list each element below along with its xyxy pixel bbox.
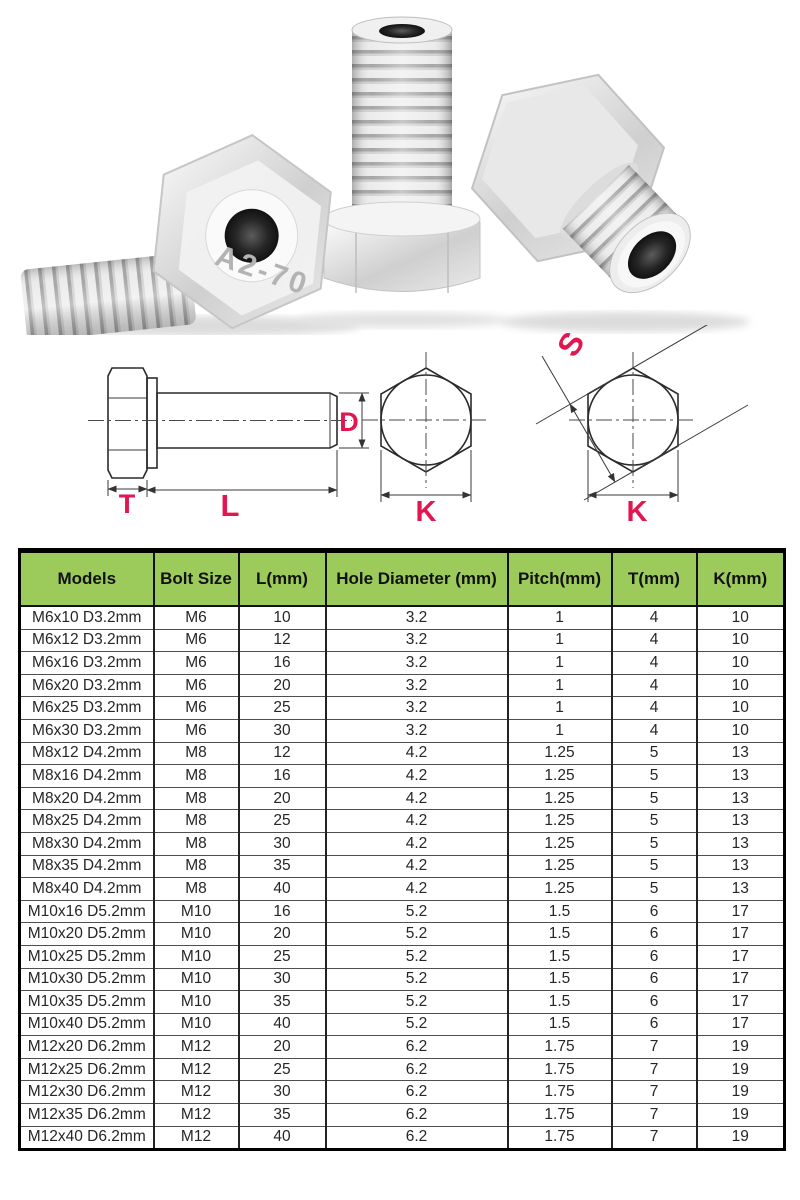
cell: 5.2 [326, 991, 508, 1014]
table-row [20, 855, 785, 878]
cell: 7 [612, 1058, 697, 1081]
cell: 13 [697, 878, 785, 901]
cell: 5 [612, 855, 697, 878]
column-header-6: K(mm) [697, 551, 785, 607]
table-row [20, 1058, 785, 1081]
cell: M12x35 D6.2mm [20, 1104, 154, 1127]
cell: 10 [697, 606, 785, 629]
cell: M6 [154, 697, 239, 720]
hex-head-tilted-view [536, 325, 748, 528]
cell: 1.5 [508, 991, 612, 1014]
cell: 6.2 [326, 1104, 508, 1127]
cell: 20 [239, 1036, 326, 1059]
cell: M8 [154, 765, 239, 788]
cell: 4 [612, 697, 697, 720]
cell: 1.75 [508, 1104, 612, 1127]
cell: 7 [612, 1104, 697, 1127]
cell: 4.2 [326, 742, 508, 765]
cell: 17 [697, 900, 785, 923]
cell: 1.25 [508, 742, 612, 765]
cell: 16 [239, 652, 326, 675]
cell: 5 [612, 810, 697, 833]
cell: 4.2 [326, 765, 508, 788]
cell: 6.2 [326, 1126, 508, 1150]
cell: 10 [239, 606, 326, 629]
cell: 5 [612, 787, 697, 810]
cell: M8x16 D4.2mm [20, 765, 154, 788]
table-row [20, 1013, 785, 1036]
table-row [20, 878, 785, 901]
cell: 25 [239, 945, 326, 968]
cell: M6 [154, 719, 239, 742]
cell: 1.5 [508, 945, 612, 968]
cell: 5 [612, 742, 697, 765]
cell: 17 [697, 923, 785, 946]
cell: 4 [612, 652, 697, 675]
spec-table [18, 548, 786, 1151]
cell: 6 [612, 1013, 697, 1036]
cell: M12x20 D6.2mm [20, 1036, 154, 1059]
cell: 1.5 [508, 968, 612, 991]
bolts-product-photo [0, 0, 800, 335]
cell: 5 [612, 878, 697, 901]
cell: M10x35 D5.2mm [20, 991, 154, 1014]
cell: 1.5 [508, 1013, 612, 1036]
cell: 17 [697, 968, 785, 991]
cell: M8 [154, 742, 239, 765]
table-row [20, 742, 785, 765]
cell: 7 [612, 1081, 697, 1104]
header-row [20, 551, 785, 607]
cell: M10x25 D5.2mm [20, 945, 154, 968]
table-row [20, 787, 785, 810]
cell: M6x25 D3.2mm [20, 697, 154, 720]
cell: 30 [239, 1081, 326, 1104]
cell: 10 [697, 674, 785, 697]
table-row [20, 968, 785, 991]
cell: 30 [239, 832, 326, 855]
table-row [20, 1036, 785, 1059]
table-row [20, 991, 785, 1014]
cell: M6 [154, 674, 239, 697]
dim-label-d: D [339, 407, 359, 437]
table-row [20, 697, 785, 720]
cell: 6 [612, 945, 697, 968]
dim-label-k-right: K [626, 496, 648, 528]
cell: 6 [612, 968, 697, 991]
cell: 1.5 [508, 923, 612, 946]
cell: 1.75 [508, 1081, 612, 1104]
cell: 6 [612, 923, 697, 946]
table-row [20, 900, 785, 923]
cell: 30 [239, 968, 326, 991]
cell: 3.2 [326, 606, 508, 629]
cell: M8x20 D4.2mm [20, 787, 154, 810]
cell: 16 [239, 900, 326, 923]
cell: M8x25 D4.2mm [20, 810, 154, 833]
cell: 4 [612, 606, 697, 629]
cell: 13 [697, 787, 785, 810]
cell: 13 [697, 855, 785, 878]
table-row [20, 945, 785, 968]
cell: M10 [154, 1013, 239, 1036]
table-row [20, 765, 785, 788]
cell: M8x35 D4.2mm [20, 855, 154, 878]
cell: 12 [239, 629, 326, 652]
cell: M6x12 D3.2mm [20, 629, 154, 652]
cell: 4.2 [326, 832, 508, 855]
cell: M10 [154, 945, 239, 968]
cell: M6x10 D3.2mm [20, 606, 154, 629]
cell: 1 [508, 719, 612, 742]
cell: 1.25 [508, 832, 612, 855]
hex-head-front-view [362, 352, 490, 528]
cell: M12 [154, 1081, 239, 1104]
column-header-4: Pitch(mm) [508, 551, 612, 607]
cell: 16 [239, 765, 326, 788]
cell: 40 [239, 1013, 326, 1036]
bolt-photo-left [7, 109, 356, 335]
grade-stamp: A2-70 [211, 239, 314, 302]
cell: M8 [154, 878, 239, 901]
column-header-2: L(mm) [239, 551, 326, 607]
cell: 4.2 [326, 787, 508, 810]
column-header-5: T(mm) [612, 551, 697, 607]
spec-table-head [20, 551, 785, 607]
table-row [20, 832, 785, 855]
cell: 40 [239, 1126, 326, 1150]
cell: 13 [697, 810, 785, 833]
cell: 20 [239, 674, 326, 697]
cell: M12 [154, 1104, 239, 1127]
cell: 4 [612, 629, 697, 652]
cell: 1.25 [508, 787, 612, 810]
dim-label-t: T [118, 489, 136, 519]
cell: 20 [239, 923, 326, 946]
cell: 12 [239, 742, 326, 765]
cell: 35 [239, 991, 326, 1014]
cell: 10 [697, 629, 785, 652]
cell: 4.2 [326, 855, 508, 878]
column-header-1: Bolt Size [154, 551, 239, 607]
cell: 19 [697, 1058, 785, 1081]
cell: M6x20 D3.2mm [20, 674, 154, 697]
cell: 6.2 [326, 1036, 508, 1059]
cell: 1.75 [508, 1058, 612, 1081]
cell: M12 [154, 1058, 239, 1081]
cell: M8 [154, 810, 239, 833]
table-row [20, 606, 785, 629]
cell: M6 [154, 606, 239, 629]
cell: M10 [154, 923, 239, 946]
cell: 7 [612, 1126, 697, 1150]
table-row [20, 1081, 785, 1104]
cell: 5.2 [326, 923, 508, 946]
cell: 1.25 [508, 855, 612, 878]
cell: 1.5 [508, 900, 612, 923]
cell: 5.2 [326, 945, 508, 968]
spec-table-section [18, 548, 783, 1151]
cell: 6.2 [326, 1081, 508, 1104]
cell: 1 [508, 652, 612, 675]
dimension-diagram [0, 325, 800, 545]
cell: 7 [612, 1036, 697, 1059]
cell: M10x30 D5.2mm [20, 968, 154, 991]
cell: 5 [612, 832, 697, 855]
cell: 13 [697, 832, 785, 855]
cell: 19 [697, 1104, 785, 1127]
cell: M8x40 D4.2mm [20, 878, 154, 901]
cell: M10 [154, 900, 239, 923]
cell: 20 [239, 787, 326, 810]
cell: M12x25 D6.2mm [20, 1058, 154, 1081]
table-row [20, 652, 785, 675]
cell: M10x20 D5.2mm [20, 923, 154, 946]
cell: 5.2 [326, 968, 508, 991]
bolt-photo-center [324, 17, 480, 293]
cell: 1.25 [508, 810, 612, 833]
table-row [20, 674, 785, 697]
cell: M10x16 D5.2mm [20, 900, 154, 923]
cell: 1 [508, 629, 612, 652]
cell: M8x12 D4.2mm [20, 742, 154, 765]
cell: 10 [697, 719, 785, 742]
table-row [20, 1104, 785, 1127]
cell: 17 [697, 945, 785, 968]
cell: 13 [697, 765, 785, 788]
bolt-hole [379, 24, 425, 38]
cell: 1.25 [508, 765, 612, 788]
cell: M12x30 D6.2mm [20, 1081, 154, 1104]
cell: 40 [239, 878, 326, 901]
cell: 4 [612, 674, 697, 697]
column-header-0: Models [20, 551, 154, 607]
cell: M8 [154, 832, 239, 855]
cell: M6 [154, 652, 239, 675]
cell: 19 [697, 1081, 785, 1104]
cell: 25 [239, 697, 326, 720]
cell: 4.2 [326, 878, 508, 901]
cell: 1.75 [508, 1126, 612, 1150]
cell: 19 [697, 1036, 785, 1059]
table-row [20, 629, 785, 652]
cell: M8 [154, 855, 239, 878]
cell: 5.2 [326, 1013, 508, 1036]
cell: M6x30 D3.2mm [20, 719, 154, 742]
cell: 35 [239, 1104, 326, 1127]
cell: 3.2 [326, 674, 508, 697]
bolt-photo-right [457, 49, 708, 311]
cell: M12 [154, 1126, 239, 1150]
cell: 1 [508, 674, 612, 697]
cell: 3.2 [326, 652, 508, 675]
cell: 13 [697, 742, 785, 765]
cell: 1 [508, 697, 612, 720]
cell: 1.75 [508, 1036, 612, 1059]
cell: 30 [239, 719, 326, 742]
cell: 1 [508, 606, 612, 629]
cell: 10 [697, 652, 785, 675]
cell: 25 [239, 810, 326, 833]
cell: M10 [154, 991, 239, 1014]
cell: 10 [697, 697, 785, 720]
cell: M12x40 D6.2mm [20, 1126, 154, 1150]
cell: 4.2 [326, 810, 508, 833]
spec-table-body [20, 606, 785, 1150]
cell: 6 [612, 991, 697, 1014]
cell: 1.25 [508, 878, 612, 901]
dim-label-k-left: K [415, 496, 437, 528]
cell: M8x30 D4.2mm [20, 832, 154, 855]
cell: 3.2 [326, 719, 508, 742]
table-row [20, 923, 785, 946]
table-row [20, 1126, 785, 1150]
cell: 6 [612, 900, 697, 923]
cell: M6 [154, 629, 239, 652]
table-row [20, 719, 785, 742]
cell: M10x40 D5.2mm [20, 1013, 154, 1036]
cell: 19 [697, 1126, 785, 1150]
table-row [20, 810, 785, 833]
cell: M8 [154, 787, 239, 810]
cell: 35 [239, 855, 326, 878]
column-header-3: Hole Diameter (mm) [326, 551, 508, 607]
cell: M10 [154, 968, 239, 991]
cell: 5.2 [326, 900, 508, 923]
cell: M12 [154, 1036, 239, 1059]
bolt-side-view [88, 368, 369, 523]
cell: 3.2 [326, 697, 508, 720]
cell: 17 [697, 991, 785, 1014]
dim-label-s: S [549, 325, 592, 363]
cell: 25 [239, 1058, 326, 1081]
cell: 4 [612, 719, 697, 742]
cell: 5 [612, 765, 697, 788]
cell: 3.2 [326, 629, 508, 652]
dim-label-l: L [220, 488, 240, 523]
cell: 17 [697, 1013, 785, 1036]
cell: 6.2 [326, 1058, 508, 1081]
cell: M6x16 D3.2mm [20, 652, 154, 675]
